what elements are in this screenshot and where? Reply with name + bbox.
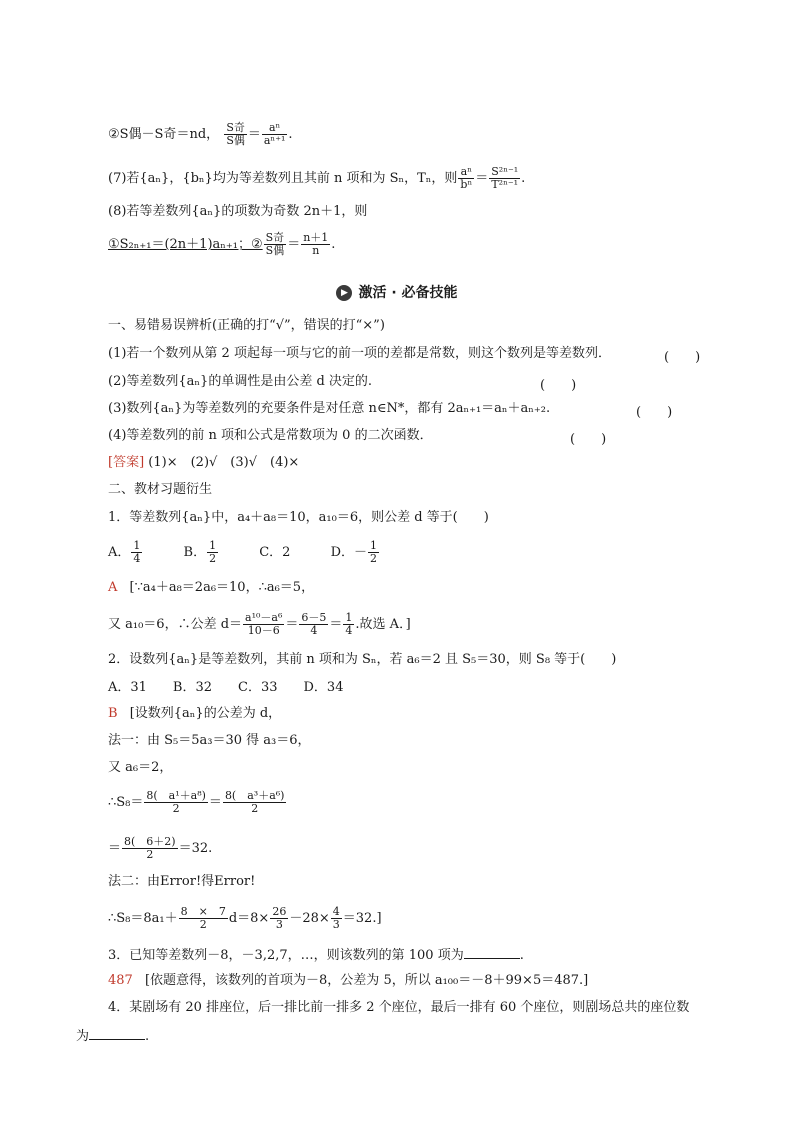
solution-text: [依题意得，该数列的首项为－8，公差为 5，所以 a₁₀₀＝－8＋99×5＝487.]: [144, 973, 589, 988]
formula-line-1: ②S偶－S奇＝nd， $\frac{\text{S奇}}{\text{S偶}}$ ＝ $\frac{\text{aⁿ}}{\text{aⁿ⁺¹}}$ .: [108, 121, 293, 147]
answer-letter: A: [108, 580, 118, 595]
fraction: [262, 122, 288, 147]
frac-num: 8 × 7: [180, 905, 226, 918]
frac-den: 3: [275, 918, 283, 931]
answer-letter: B: [108, 706, 118, 721]
frac-num: 1: [209, 539, 217, 552]
answer-text: (1)× (2)√ (3)√ (4)×: [148, 455, 300, 470]
solution-text: ∴S₈＝8a₁＋: [108, 911, 178, 926]
frac-num: 1: [133, 539, 141, 552]
answer-label: [答案]: [108, 455, 145, 470]
frac-den: n: [312, 244, 320, 257]
question-text: 3．已知等差数列－8，－3,2,7，…，则该数列的第 100 项为: [108, 948, 464, 963]
fraction: [264, 232, 287, 257]
option-a: A．: [108, 545, 131, 560]
fraction: [331, 906, 342, 931]
frac-num: 1: [345, 611, 353, 624]
section-header: [0, 282, 794, 302]
frac-den: 4: [345, 624, 353, 637]
frac-num: 1: [370, 539, 378, 552]
frac-den: S偶: [265, 244, 285, 257]
formula-line-3: (8)若等差数列{aₙ}的项数为奇数 2n＋1，则: [108, 204, 368, 219]
solution-text: .故选 A．]: [355, 617, 411, 632]
fraction: [144, 790, 208, 815]
fraction: [223, 790, 287, 815]
frac-den: 2: [251, 802, 259, 815]
frac-num: 26: [272, 905, 287, 918]
question-text: 为: [76, 1029, 90, 1044]
fraction: [299, 612, 328, 637]
fraction: [224, 122, 247, 147]
fraction: [301, 232, 330, 257]
formula-text: ①S₂ₙ₊₁＝(2n＋1)aₙ₊₁；②: [108, 237, 263, 252]
frac-den: 3: [332, 918, 340, 931]
frac-num: aⁿ: [262, 122, 288, 135]
q2-solution-2: 法一：由 S₅＝5a₃＝30 得 a₃＝6，: [108, 733, 311, 748]
formula-text: (7)若{aₙ}，{bₙ}均为等差数列且其前 n 项和为 Sₙ，Tₙ，则: [108, 171, 458, 186]
answer-blank: [464, 946, 520, 959]
q2-solution-3: 又 a₆＝2，: [108, 760, 173, 775]
frac-num: S²ⁿ⁻¹: [491, 165, 519, 178]
frac-den: T²ⁿ⁻¹: [491, 178, 519, 191]
fraction: [458, 166, 474, 191]
formula-text: ②S偶－S奇＝nd，: [108, 127, 220, 142]
frac-den: aⁿ⁺¹: [263, 134, 286, 147]
answer-paren-2: ( ): [540, 378, 577, 393]
fraction: [122, 836, 178, 861]
frac-den: 2: [370, 552, 378, 565]
part1-title: 一、易错易误辨析(正确的打“√”，错误的打“×”): [108, 318, 385, 333]
fraction: [179, 906, 228, 931]
option-d: D．－: [330, 545, 368, 560]
frac-num: aⁿ: [458, 166, 474, 179]
frac-den: 2: [199, 918, 207, 931]
q2-solution-4: ∴S₈＝ $\frac{\text{8( a¹＋a⁸)}}{2}$ ＝ $\frac{\text{8( a³＋a⁶)}}{2}$: [108, 789, 285, 815]
part1-item-4: (4)等差数列的前 n 项和公式是常数项为 0 的二次函数．: [108, 428, 433, 443]
fraction: [270, 906, 288, 931]
frac-den: 2: [172, 802, 180, 815]
question-2-options: A．31 B．32 C．33 D．34: [108, 680, 344, 695]
frac-num: S奇: [226, 121, 245, 134]
part1-item-1: (1)若一个数列从第 2 项起每一项与它的前一项的差都是常数，则这个数列是等差数列．: [108, 346, 611, 361]
question-4-line-2: 为 .: [76, 1029, 150, 1044]
frac-den: 10－6: [247, 624, 280, 637]
frac-num: a¹⁰－a⁶: [245, 611, 283, 624]
frac-den: 2: [209, 552, 217, 565]
frac-den: 2: [146, 848, 154, 861]
frac-den: bⁿ: [460, 178, 473, 191]
answer-line: [108, 455, 299, 471]
question-1-options: [108, 540, 380, 565]
question-3: 3．已知等差数列－8，－3,2,7，…，则该数列的第 100 项为 .: [108, 948, 524, 963]
frac-den: S偶: [226, 134, 245, 147]
q1-solution-2: 又 a₁₀＝6，∴公差 d＝ $\frac{\text{a¹⁰－a⁶}}{10-6}$ ＝ $\frac{6-5}{4}$ ＝ $\frac{1}{4}$ .故选 A．]: [108, 611, 411, 637]
frac-num: n＋1: [303, 231, 329, 244]
fraction: [207, 540, 218, 565]
section-title: 激活 · 必备技能: [358, 285, 458, 301]
solution-text: d＝8×: [228, 911, 270, 926]
q1-solution-1: [108, 580, 314, 596]
frac-den: 4: [310, 624, 318, 637]
answer-blank: [89, 1027, 145, 1040]
answer-paren-1: ( ): [664, 350, 701, 365]
fraction: [368, 540, 379, 565]
q3-solution: [108, 973, 588, 989]
frac-num: 8( a¹＋a⁸): [146, 789, 206, 802]
part1-item-3: (3)数列{aₙ}为等差数列的充要条件是对任意 n∈N*，都有 2aₙ₊₁＝aₙ＋aₙ₊₂.: [108, 401, 551, 416]
option-c: C．2: [259, 545, 291, 560]
frac-num: S奇: [265, 231, 285, 244]
q2-solution-5: ＝ $\frac{8( 6+2)}{2}$ ＝32.: [108, 835, 213, 861]
answer-value: 487: [108, 973, 133, 988]
solution-text: [设数列{aₙ}的公差为 d，: [129, 706, 282, 721]
question-4-line-1: 4．某剧场有 20 排座位，后一排比前一排多 2 个座位，最后一排有 60 个座位，则剧场总共的座位数: [108, 1000, 690, 1015]
solution-text: ∴S₈＝: [108, 795, 144, 810]
question-1: 1．等差数列{aₙ}中，a₄＋a₈＝10，a₁₀＝6，则公差 d 等于( ): [108, 510, 489, 525]
part1-item-2: (2)等差数列{aₙ}的单调性是由公差 d 决定的.: [108, 374, 373, 389]
question-2: 2．设数列{aₙ}是等差数列，其前 n 项和为 Sₙ，若 a₆＝2 且 S₅＝30，则 S₈ 等于( ): [108, 652, 617, 667]
frac-num: 6－5: [301, 611, 327, 624]
q2-solution-7: [108, 906, 382, 931]
formula-line-4: ①S₂ₙ₊₁＝(2n＋1)aₙ₊₁；② $\frac{\text{S奇}}{\text{S偶}}$ ＝ $\frac{n+1}{n}$ .: [108, 231, 336, 257]
play-icon: ▶: [336, 285, 352, 301]
frac-num: 4: [332, 905, 340, 918]
answer-paren-3: ( ): [636, 405, 673, 420]
fraction: [243, 612, 284, 637]
solution-text: －28×: [289, 911, 330, 926]
frac-den: 4: [133, 552, 141, 565]
solution-text: ＝32.]: [342, 911, 382, 926]
fraction: [343, 612, 354, 637]
answer-paren-4: ( ): [570, 432, 607, 447]
q2-solution-6: 法二：由Error!得Error!: [108, 874, 256, 889]
option-b: B．: [183, 545, 207, 560]
part2-title: 二、教材习题衍生: [108, 482, 213, 497]
q2-solution-1: [108, 706, 281, 722]
solution-text: ＝32.: [178, 841, 213, 856]
solution-text: [∵a₄＋a₈＝2a₆＝10，∴a₆＝5，: [129, 580, 315, 595]
frac-num: 8( 6＋2): [124, 835, 176, 848]
fraction: [489, 166, 520, 191]
formula-line-2: (7)若{aₙ}，{bₙ}均为等差数列且其前 n 项和为 Sₙ，Tₙ，则 $\frac{\text{aⁿ}}{\text{bⁿ}}$ ＝ $\frac{\text{S²ⁿ⁻¹}}{\text{T²ⁿ⁻¹}}$ .: [108, 165, 526, 191]
frac-num: 8( a³＋a⁶): [224, 789, 285, 802]
solution-text: 又 a₁₀＝6，∴公差 d＝: [108, 617, 243, 632]
fraction: [131, 540, 142, 565]
